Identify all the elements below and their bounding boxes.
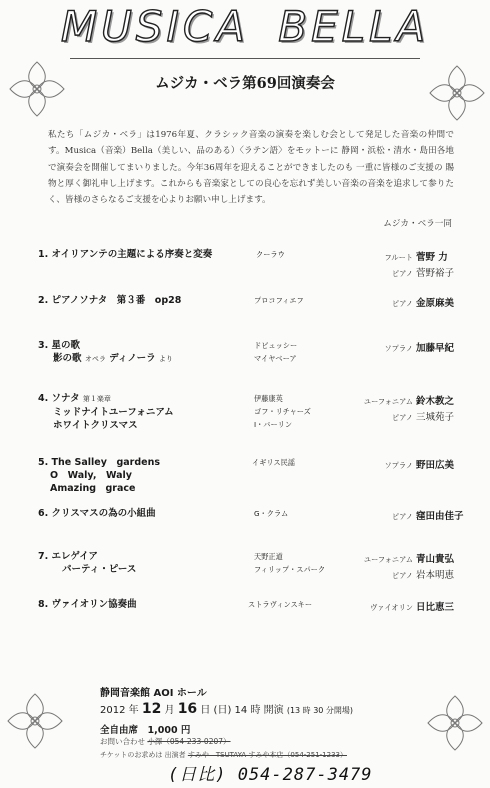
program-number: 4. xyxy=(38,393,49,404)
program-performers xyxy=(238,248,474,280)
performer-role: ソプラノ xyxy=(384,344,413,353)
performer-role: ピアノ xyxy=(392,299,413,308)
program-composer: ドビュッシー xyxy=(254,341,298,350)
program-title: 星の歌 xyxy=(51,340,81,351)
program-number: 1. xyxy=(38,249,49,260)
inquiry-struck: 小澤（054-233-0207） xyxy=(147,737,231,746)
program-item-2 xyxy=(38,294,181,307)
opera-suffix: より xyxy=(158,355,173,363)
date-day-unit: 日 xyxy=(200,705,211,716)
intro-signature: ムジカ・ベラ一同 xyxy=(383,219,452,229)
performer-name: 金原麻美 xyxy=(416,298,455,309)
title-rule xyxy=(70,58,420,59)
program-composer: G・クラム xyxy=(254,509,289,518)
handwritten-phone: (日比) 054-287-3479 xyxy=(168,765,373,785)
performer-role: ヴァイオリン xyxy=(370,603,413,612)
date-year: 2012 年 xyxy=(100,705,139,716)
date-doors: (13 時 30 分開場) xyxy=(286,706,354,715)
performer-name: 野田広美 xyxy=(416,460,455,471)
program-title: クリスマスの為の小組曲 xyxy=(51,508,156,519)
opera-name: ディノーラ xyxy=(109,353,156,364)
performer-name: 窪田由佳子 xyxy=(416,511,464,522)
program-performers xyxy=(238,598,474,614)
program-item-6 xyxy=(38,507,156,520)
program-number: 6. xyxy=(38,508,49,519)
program-composer: I・バーリン xyxy=(254,420,293,429)
program-title: O Waly, Waly xyxy=(50,470,132,481)
performer-role: ソプラノ xyxy=(384,461,413,470)
performer-role: ユーフォニアム xyxy=(363,397,413,406)
performer-role: ピアノ xyxy=(392,512,413,521)
program-title: ソナタ xyxy=(51,393,80,404)
ticket-label: チケットのお求めは xyxy=(100,751,163,759)
program-item-7 xyxy=(38,550,136,576)
program-number: 2. xyxy=(38,295,49,306)
program-item-3 xyxy=(38,339,173,366)
performer-role: フルート xyxy=(384,253,413,262)
program-item-4 xyxy=(38,392,174,432)
program-performers xyxy=(238,392,474,424)
flourish-ornament-bottom-right xyxy=(424,692,486,754)
program-title: The Salley gardens xyxy=(51,457,160,468)
date-month: 12 xyxy=(141,701,162,717)
program-title: ヴァイオリン協奏曲 xyxy=(51,599,137,610)
date-month-unit: 月 xyxy=(164,705,175,716)
program-composer: フィリップ・スパーク xyxy=(254,565,326,574)
performer-role: ピアノ xyxy=(392,269,413,278)
program-number: 5. xyxy=(38,457,49,468)
ticket-line xyxy=(100,750,347,760)
program-number: 3. xyxy=(38,340,49,351)
date-open-label: 開演 xyxy=(263,705,284,716)
opera-note: オペラ xyxy=(84,355,106,363)
performer-role: ピアノ xyxy=(392,413,413,422)
program-performers xyxy=(238,294,474,310)
performer-name: 青山貴弘 xyxy=(416,554,455,565)
inquiry-line xyxy=(100,736,231,747)
program-composer: 伊藤康英 xyxy=(254,394,283,403)
program-performers xyxy=(238,456,474,472)
program-composer: イギリス民謡 xyxy=(252,458,295,467)
date-weekday: (日) xyxy=(213,705,232,716)
program-performers xyxy=(238,550,474,582)
ticket-price: 全自由席 1,000 円 xyxy=(100,725,191,736)
intro-paragraph: 私たち「ムジカ・ベラ」は1976年夏、クラシック音楽の演奏を楽しむ会として発足した音楽の仲間です。Musica（音楽）Bella（美しい、品のある）〈ラテン語〉をモットーに 静岡・浜松・清水・島田各地で演奏会を開催してまいりました。今年36周年を迎えることができましたのも 一重に皆様のご支援の 賜物と厚く御礼申し上げます。これからも音楽家としての良心を忘れず美しい音楽の音楽を追求して参りたく、皆様のさらなるご支援を心よりお願い申し上げます。 xyxy=(48,130,454,206)
program-title: ミッドナイトユーフォニアム xyxy=(53,407,174,418)
page-title: MUSICA BELLA xyxy=(60,2,430,51)
performer-name: 三城苑子 xyxy=(416,412,455,423)
date-day: 16 xyxy=(177,701,198,717)
movement-note: 第１楽章 xyxy=(82,395,111,403)
performer-name: 岩本明恵 xyxy=(416,570,455,581)
ticket-sub: 出演者 xyxy=(164,751,186,759)
performer-name: 菅野 力 xyxy=(416,252,448,263)
program-composer: 天野正道 xyxy=(254,552,283,561)
performer-name: 加藤早紀 xyxy=(416,343,455,354)
program-title: Amazing grace xyxy=(50,483,136,494)
program-title: ピアノソナタ 第３番 op28 xyxy=(51,295,182,306)
performer-role: ユーフォニアム xyxy=(363,555,413,564)
date-time: 14 時 xyxy=(234,705,261,716)
program-item-5 xyxy=(38,456,160,495)
concert-date xyxy=(100,701,353,717)
ticket-struck: すみや TSUTAYA すみや本店（054-251-1233） xyxy=(187,751,347,759)
program-performers xyxy=(238,507,474,523)
venue: 静岡音楽館 AOI ホール xyxy=(100,688,207,699)
flourish-ornament-bottom-left xyxy=(4,690,66,752)
program-title: エレゲイア xyxy=(51,551,98,562)
program-title: オイリアンテの主題による序奏と変奏 xyxy=(51,249,213,260)
program-composer: クーラウ xyxy=(256,250,285,259)
program-item-8 xyxy=(38,598,137,611)
program-composer: マイヤベーア xyxy=(254,354,297,363)
performer-name: 菅野裕子 xyxy=(416,268,455,279)
program-number: 8. xyxy=(38,599,49,610)
performer-role: ピアノ xyxy=(392,571,413,580)
program-item-1 xyxy=(38,248,212,261)
program-number: 7. xyxy=(38,551,49,562)
inquiry-label: お問い合わせ xyxy=(100,737,145,746)
program-composer: プロコフィエフ xyxy=(254,296,304,305)
performer-name: 日比恵三 xyxy=(416,602,455,613)
program-title: 影の歌 xyxy=(53,353,82,364)
concert-subtitle: ムジカ・ベラ第69回演奏会 xyxy=(155,75,335,92)
performer-name: 鈴木教之 xyxy=(416,396,455,407)
program-composer: ストラヴィンスキー xyxy=(248,600,313,609)
program-title: パーティ・ピース xyxy=(62,564,137,575)
program-title: ホワイトクリスマス xyxy=(53,420,138,431)
program-composer: ゴフ・リチャーズ xyxy=(254,407,311,416)
program-performers xyxy=(238,339,474,355)
